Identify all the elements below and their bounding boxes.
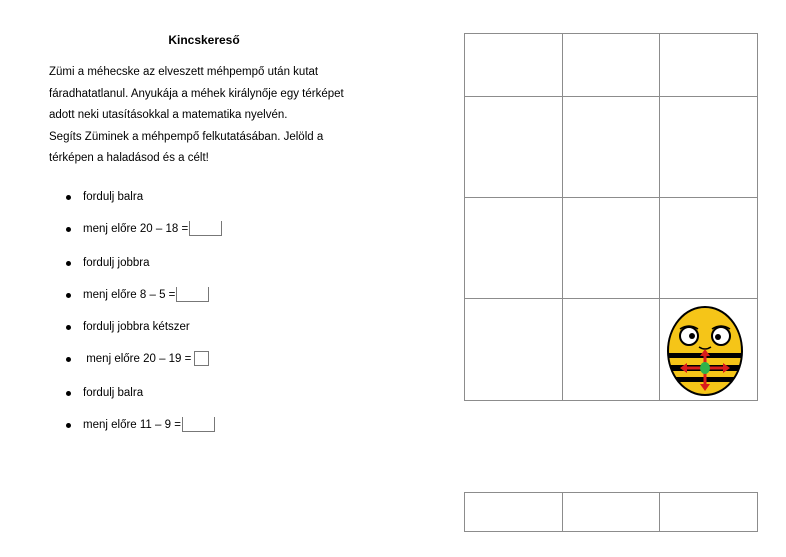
instruction-row	[83, 415, 215, 435]
intro-line: térképen a haladásod és a célt!	[49, 152, 209, 164]
grid-line	[465, 197, 757, 198]
instruction-text: menj előre 8 – 5 =	[83, 289, 176, 301]
grid-line	[465, 298, 757, 299]
grid-line	[562, 34, 563, 400]
instruction-row	[83, 219, 222, 239]
instruction-text: fordulj jobbra kétszer	[83, 321, 190, 333]
instruction-row	[83, 349, 209, 369]
intro-line: adott neki utasításokkal a matematika nyelvén.	[49, 109, 288, 121]
grid-line	[659, 493, 660, 531]
answer-box[interactable]	[189, 221, 222, 236]
bee-icon	[665, 305, 745, 397]
intro-paragraph	[49, 62, 379, 170]
worksheet-title: Kincskereső	[168, 33, 240, 47]
intro-line: Segíts Züminek a méhpempő felkutatásában. Jelöld a	[49, 130, 324, 143]
bullet	[66, 227, 71, 232]
grid-line	[465, 96, 757, 97]
bullet	[66, 261, 71, 266]
grid-line	[659, 34, 660, 400]
bullet	[66, 293, 71, 298]
bullet	[66, 325, 71, 330]
bullet	[66, 357, 71, 362]
bullet	[66, 195, 71, 200]
instruction-text: menj előre 20 – 19 =	[83, 353, 192, 365]
instruction-text: fordulj balra	[83, 191, 144, 203]
answer-box[interactable]	[182, 417, 215, 432]
grid-line	[562, 493, 563, 531]
instruction-row	[83, 285, 209, 305]
answer-box[interactable]	[194, 351, 209, 366]
answer-box[interactable]	[176, 287, 209, 302]
intro-line: Zümi a méhecske az elveszett méhpempő után kutat	[49, 66, 319, 78]
bullet	[66, 391, 71, 396]
instruction-text: fordulj balra	[83, 387, 144, 399]
intro-line: fáradhatatlanul. Anyukája a méhek királynője egy térképet	[49, 87, 344, 100]
instruction-text: menj előre 20 – 18 =	[83, 223, 189, 235]
map-grid-bottom	[464, 492, 758, 532]
bullet	[66, 423, 71, 428]
instruction-text: menj előre 11 – 9 =	[83, 419, 181, 431]
instruction-text: fordulj jobbra	[83, 257, 150, 269]
